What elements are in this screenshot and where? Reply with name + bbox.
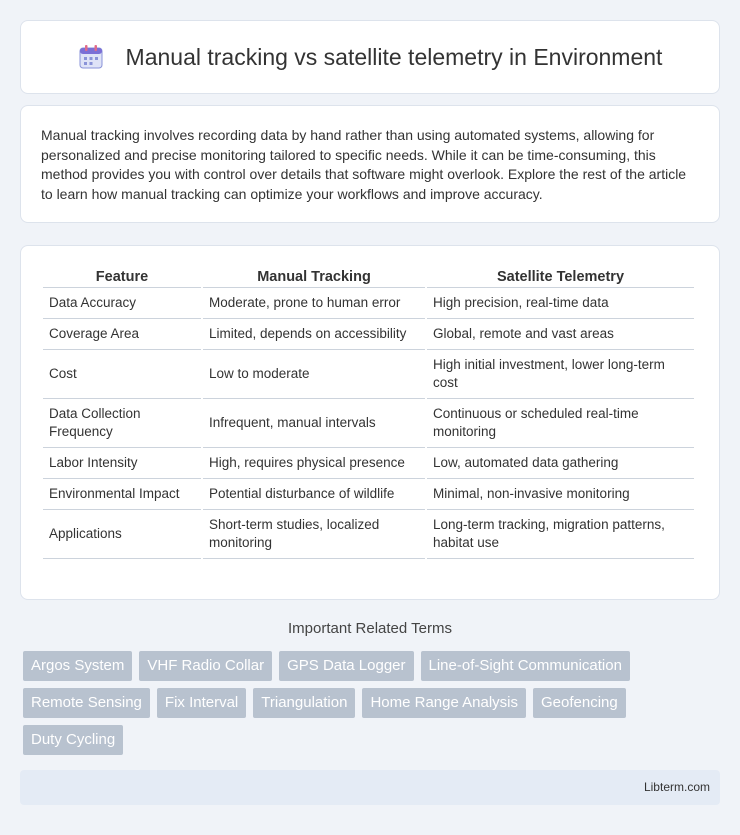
table-cell: Global, remote and vast areas [427, 319, 694, 350]
related-terms-tags [20, 651, 720, 755]
table-cell: Minimal, non-invasive monitoring [427, 479, 694, 510]
table-cell: High precision, real-time data [427, 288, 694, 319]
related-term-tag[interactable]: Duty Cycling [23, 725, 123, 755]
table-row [43, 319, 694, 350]
table-row [43, 510, 694, 559]
related-term-tag[interactable]: Line-of-Sight Communication [421, 651, 630, 681]
related-term-tag[interactable]: Home Range Analysis [362, 688, 526, 718]
column-header: Feature [43, 265, 201, 288]
table-cell: Continuous or scheduled real-time monitoring [427, 399, 694, 448]
table-cell: Labor Intensity [43, 448, 201, 479]
related-term-tag[interactable]: Triangulation [253, 688, 355, 718]
table-cell: Infrequent, manual intervals [203, 399, 425, 448]
table-cell: Applications [43, 510, 201, 559]
table-row [43, 479, 694, 510]
column-header: Manual Tracking [203, 265, 425, 288]
table-cell: Moderate, prone to human error [203, 288, 425, 319]
intro-text: Manual tracking involves recording data by hand rather than using automated systems, allowing for personalized and precise monitoring tailored to specific needs. While it can be time-consuming, this method provides you with control over details that software might overlook. Explore the rest of the article to learn how manual tracking can optimize your workflows and improve accuracy. [41, 127, 687, 202]
table-cell: Long-term tracking, migration patterns, habitat use [427, 510, 694, 559]
table-cell: Data Collection Frequency [43, 399, 201, 448]
table-cell: Low, automated data gathering [427, 448, 694, 479]
table-cell: Environmental Impact [43, 479, 201, 510]
footer [20, 770, 720, 805]
related-term-tag[interactable]: GPS Data Logger [279, 651, 413, 681]
footer-site-link[interactable]: Libterm.com [643, 780, 710, 794]
related-term-tag[interactable]: Remote Sensing [23, 688, 150, 718]
table-cell: Cost [43, 350, 201, 399]
table-cell: Data Accuracy [43, 288, 201, 319]
column-header: Satellite Telemetry [427, 265, 694, 288]
table-row [43, 399, 694, 448]
related-terms-title: Important Related Terms [288, 620, 452, 637]
table-row [43, 288, 694, 319]
table-cell: High initial investment, lower long-term cost [427, 350, 694, 399]
title-card [20, 20, 720, 94]
table-cell: Potential disturbance of wildlife [203, 479, 425, 510]
calendar-icon [78, 44, 104, 70]
table-cell: Limited, depends on accessibility [203, 319, 425, 350]
related-term-tag[interactable]: Geofencing [533, 688, 626, 718]
intro-card [20, 105, 720, 223]
table-row [43, 350, 694, 399]
table-header-row [43, 265, 694, 288]
comparison-table-card [20, 245, 720, 600]
comparison-table [41, 265, 696, 559]
table-cell: High, requires physical presence [203, 448, 425, 479]
table-cell: Coverage Area [43, 319, 201, 350]
related-term-tag[interactable]: Argos System [23, 651, 132, 681]
related-term-tag[interactable]: Fix Interval [157, 688, 246, 718]
table-cell: Short-term studies, localized monitoring [203, 510, 425, 559]
related-term-tag[interactable]: VHF Radio Collar [139, 651, 272, 681]
related-terms-section [20, 620, 720, 755]
page-title: Manual tracking vs satellite telemetry in Environment [125, 43, 663, 70]
table-cell: Low to moderate [203, 350, 425, 399]
table-row [43, 448, 694, 479]
